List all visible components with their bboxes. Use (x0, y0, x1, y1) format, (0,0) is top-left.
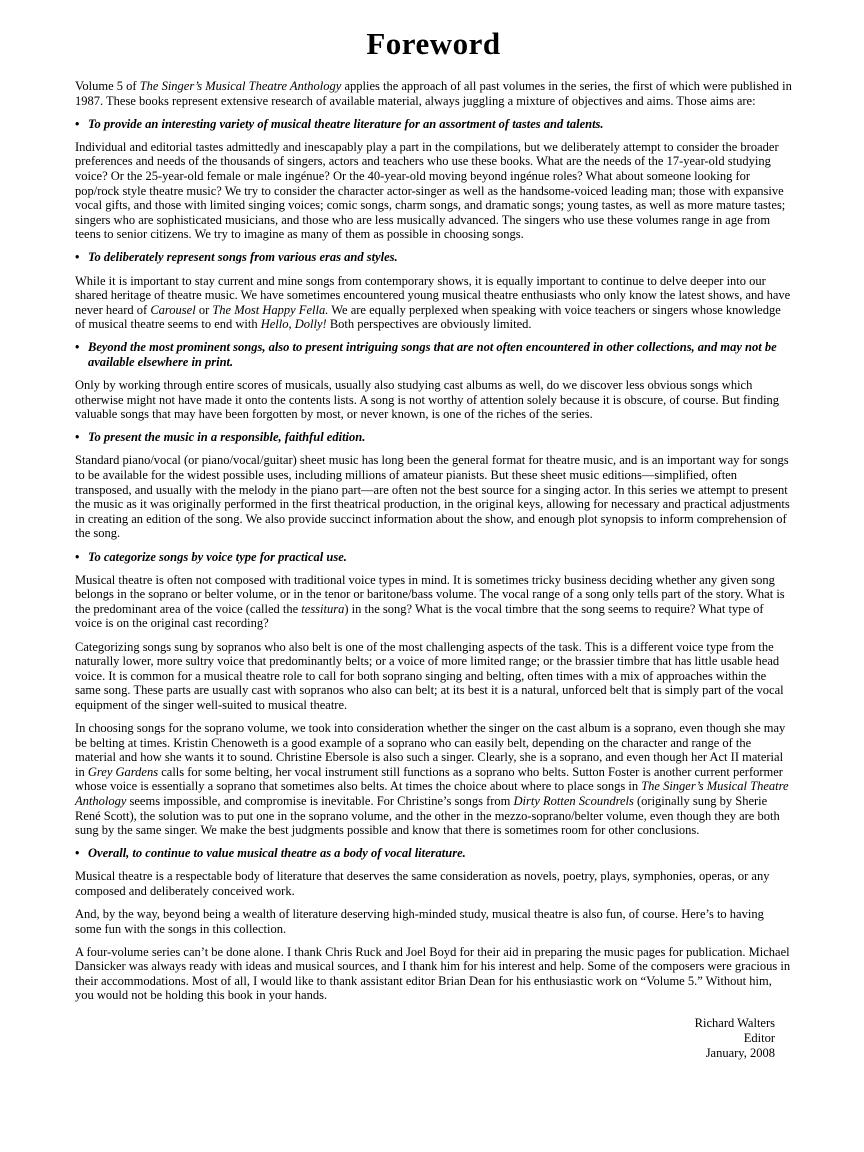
bullet-marker: • (75, 846, 80, 861)
foreword-paragraph: Standard piano/vocal (or piano/vocal/guitar) sheet music has long been the general format for theatre music, and is an important way for songs to be available for the widest possible uses, including millions of amateur pianists. But these sheet music editions—simplified, often transposed, and usually with the melody in the piano part—are often not the best source for a singing actor. In this series we attempt to present the music as it was originally performed in the first theatrical production, in the original keys, allowing for necessary and practical adjustments in creating an edition of the song. We also provide succinct information about the show, and enough plot synopsis to inform comprehension of the song. (75, 453, 790, 541)
bullet-marker: • (75, 116, 80, 131)
aim-bullet-item (75, 250, 792, 265)
foreword-paragraph: Volume 5 of The Singer’s Musical Theatre Anthology applies the approach of all past volumes in the series, the first of which were published in 1987. These books represent extensive research of available material, always juggling a mixture of objectives and aims. Those aims are: (75, 79, 792, 108)
aim-bullet-item (75, 117, 792, 132)
foreword-paragraph: Musical theatre is often not composed with traditional voice types in mind. It is sometimes tricky business deciding whether any given song belongs in the soprano or belter volume, or in the tenor or baritone/bass volume. The vocal range of a song only tells part of the story. What is the predominant area of the voice (called the tessitura) in the song? What is the vocal timbre that the song seems to require? What type of voice is on the original cast recording? (75, 572, 785, 631)
bullet-text: To provide an interesting variety of musical theatre literature for an assortment of tastes and talents. (88, 116, 604, 131)
signature-block (75, 1016, 775, 1062)
foreword-content (75, 79, 792, 1003)
bullet-marker: • (75, 340, 80, 355)
bullet-marker: • (75, 549, 80, 564)
foreword-paragraph: While it is important to stay current and mine songs from contemporary shows, it is equally important to continue to delve deeper into our shared heritage of theatre music. We have sometimes encountered young musical theatre enthusiasts who only know the latest shows, and have never heard of Carousel or The Most Happy Fella. We are equally perplexed when speaking with voice teachers or singers whose knowledge of musical theatre seems to end with Hello, Dolly! Both perspectives are obviously limited. (75, 273, 791, 332)
signature-role: Editor (743, 1031, 775, 1046)
aim-bullet-item (75, 340, 792, 369)
foreword-paragraph: Categorizing songs sung by sopranos who also belt is one of the most challenging aspects of the task. This is a different voice type from the naturally lower, more sultry voice that predominantly belts; or a voice of more limited range; or the brassier timbre that has little usable head voice. It is common for a musical theatre role to call for both soprano singing and belting, often times with a mix of approaches within the same song. These parts are usually cast with sopranos who also can belt; at its best it is a natural, unforced belt that is simply part of the vocal equipment of the singer well-suited to musical theatre. (75, 639, 784, 712)
signature-name: Richard Walters (694, 1016, 775, 1031)
bullet-marker: • (75, 430, 80, 445)
aim-bullet-item (75, 846, 792, 861)
bullet-text: To categorize songs by voice type for practical use. (88, 549, 347, 564)
aim-bullet-item (75, 430, 792, 445)
bullet-text: Overall, to continue to value musical theatre as a body of vocal literature. (88, 846, 466, 861)
bullet-text: Beyond the most prominent songs, also to present intriguing songs that are not often encountered in other collections, and may not be available elsewhere in print. (88, 340, 777, 369)
bullet-marker: • (75, 250, 80, 265)
foreword-paragraph: Musical theatre is a respectable body of literature that deserves the same consideration as novels, poetry, plays, symphonies, operas, or any composed and deliberately conceived work. (75, 869, 770, 898)
aim-bullet-item (75, 550, 792, 565)
bullet-text: To deliberately represent songs from various eras and styles. (88, 250, 398, 265)
page-title: Foreword (366, 26, 501, 61)
bullet-text: To present the music in a responsible, faithful edition. (88, 430, 366, 445)
signature-date: January, 2008 (705, 1046, 775, 1061)
foreword-paragraph: In choosing songs for the soprano volume, we took into consideration whether the singer on the cast album is a soprano, even though she may be belting at times. Kristin Chenoweth is a good example of a soprano who can easily belt, depending on the character and range of the material and how she wants it to sound. Christine Ebersole is also such a singer. Clearly, she is a soprano, and even though her Act II material in Grey Gardens calls for some belting, her vocal instrument still functions as a soprano who belts. Sutton Foster is another current performer whose voice is essentially a soprano that sometimes also belts. At times the choice about where to place songs in The Singer’s Musical Theatre Anthology seems impossible, and compromise is inevitable. For Christine’s songs from Dirty Rotten Scoundrels (originally sung by Sherie René Scott), the solution was to put one in the soprano volume, and the other in the mezzo-soprano/belter volume, even though they are both sung by the same singer. We make the best judgments possible and know that there is sometimes room for other conclusions. (75, 720, 789, 838)
foreword-paragraph: Only by working through entire scores of musicals, usually also studying cast albums as well, do we discover less obvious songs which otherwise might not have made it onto the contents lists. A song is not worthy of attention solely because it is obscure, of course. But finding valuable songs that may have been forgotten by most, or never known, is one of the riches of the series. (75, 378, 780, 422)
foreword-paragraph: And, by the way, beyond being a wealth of literature deserving high-minded study, musical theatre is also fun, of course. Here’s to having some fun with the songs in this collection. (75, 907, 764, 936)
foreword-paragraph: A four-volume series can’t be done alone. I thank Chris Ruck and Joel Boyd for their aid in preparing the music pages for publication. Michael Dansicker was always ready with ideas and musical sources, and I thank him for his interest and help. Some of the composers were gracious in their accommodations. Most of all, I would like to thank assistant editor Brian Dean for his enthusiastic work on “Volume 5.” Without him, you would not be holding this book in your hands. (75, 944, 791, 1003)
foreword-paragraph: Individual and editorial tastes admittedly and inescapably play a part in the compilations, but we deliberately attempt to consider the broader preferences and needs of the thousands of singers, actors and teachers who use these books. What are the needs of the 17-year-old studying voice? Or the 25-year-old female or male ingénue? Or the 40-year-old moving beyond ingénue roles? What about someone looking for pop/rock style theatre music? We try to consider the character actor-singer as well as the handsome-voiced leading man; those with expansive vocal gifts, and those with limited singing voices; comic songs, charm songs, and dramatic songs; young tastes, as well as more mature tastes; singers who are sophisticated musicians, and those who are less musically advanced. The singers who use these volumes range in age from teens to senior citizens. We try to imagine as many of them as possible in choosing songs. (75, 139, 786, 242)
